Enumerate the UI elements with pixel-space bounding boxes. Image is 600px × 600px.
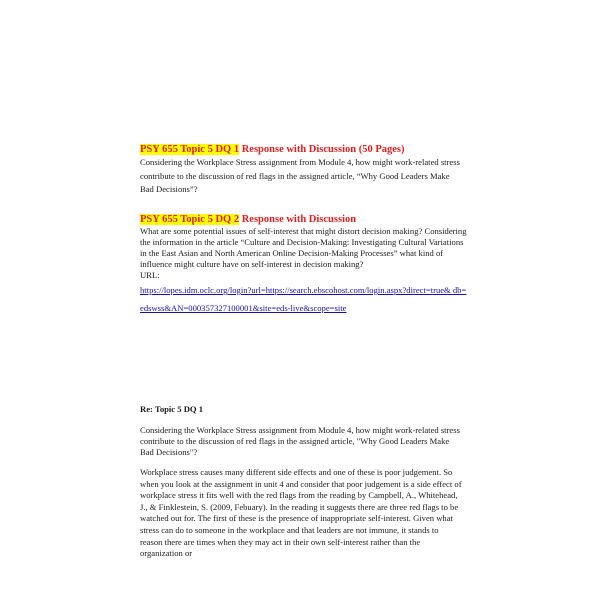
dq2-body: What are some potential issues of self-interest that might distort decision making? Considering the information in the article “Culture and Decision-Making: Investigating Cultural Variations in the East Asian and North American Online Decision-Making Processes” what kind of influence might culture have on self-interest in decision making? (140, 226, 467, 269)
reply-question: Considering the Workplace Stress assignment from Module 4, how might work-related stress contribute to the discussion of red flags in the assigned article, "Why Good Leaders Make Bad Decisions"? (140, 425, 460, 457)
reply-title: Re: Topic 5 DQ 1 (140, 404, 204, 414)
dq2-section (140, 213, 468, 316)
dq2-heading-highlight: PSY 655 Topic 5 DQ 2 (140, 214, 240, 225)
dq2-heading-rest: Response with Discussion (239, 214, 357, 225)
dq1-body: Considering the Workplace Stress assignment from Module 4, how might work-related stress contribute to the discussion of red flags in the assigned article, “Why Good Leaders Make Bad Decisions”? (140, 157, 460, 194)
reply-section (140, 404, 462, 560)
dq2-url-label: URL: (140, 270, 160, 280)
dq1-heading-highlight: PSY 655 Topic 5 DQ 1 (140, 144, 240, 155)
dq1-section (140, 143, 465, 197)
dq2-url-link[interactable]: https://lopes.idm.oclc.org/login?url=https://search.ebscohost.com/login.aspx?direct=true& db=edswss&AN=000357327100001&site=eds-live&scope=site (140, 285, 467, 313)
dq1-heading-rest: Response with Discussion (50 Pages) (239, 144, 405, 155)
dq1-heading (140, 143, 465, 156)
reply-answer: Workplace stress causes many different side effects and one of these is poor judgement. So when you look at the assignment in unit 4 and consider that poor judgement is a side effect of workplace stress it fits well with the red flags from the reading by Campbell, A., Whitehead, J., & Finklestein, S. (2009, Febuary). In the reading it suggests there are three red flags to be watched out for. The first of these is the presence of inappropriate self-interest. Given what stress can do to someone in the workplace and that leaders are not immune, it stands to reason there are times when they may act in their own self-interest rather than the organization or (140, 467, 462, 559)
dq2-heading (140, 213, 468, 226)
